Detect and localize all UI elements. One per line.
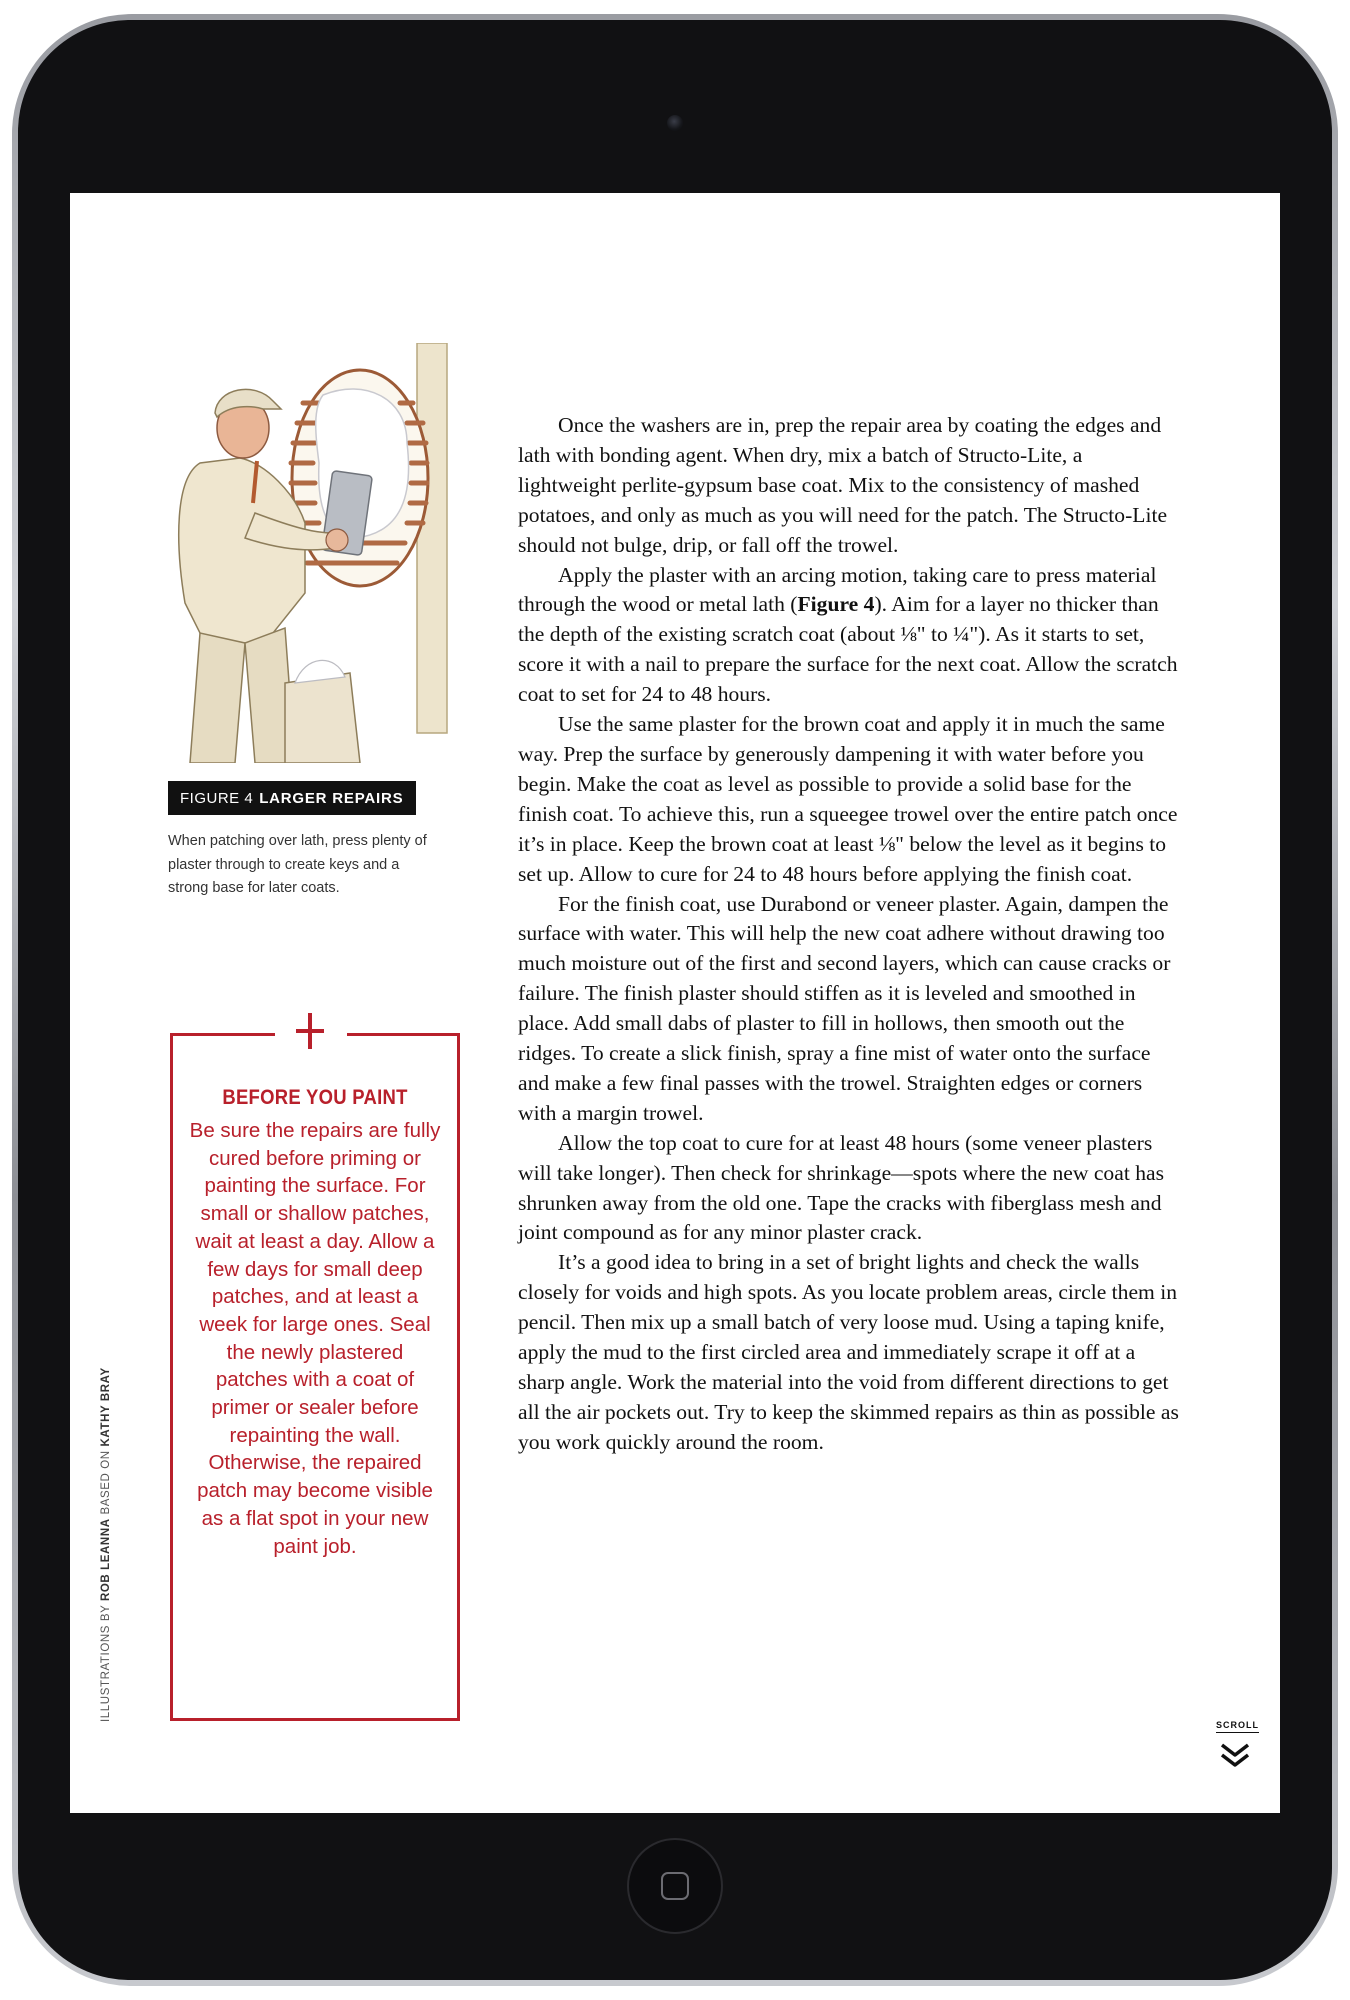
sidebar-title: BEFORE YOU PAINT bbox=[222, 1086, 408, 1109]
credit-prefix: ILLUSTRATIONS BY bbox=[100, 1604, 112, 1722]
credit-illustrator: ROB LEANNA bbox=[100, 1518, 112, 1602]
illustration-credit bbox=[100, 1367, 112, 1722]
paragraph-text: ). Aim for a layer no thicker than the depth of the existing scratch coat (about ⅛" to ¼"). As it starts to set, score it with a nail to prepare the surface for the next coat. Allow the scratch coat to set for 24 to 48 hours. bbox=[518, 592, 1178, 707]
figure-label-prefix: FIGURE 4 bbox=[180, 789, 254, 807]
paragraph: For the finish coat, use Durabond or veneer plaster. Again, dampen the surface with water. This will help the new coat adhere without drawing too much moisture out of the first and second layers, which can cause cracks or failure. The finish plaster should stiffen as it is leveled and smoothed in place. Add small dabs of plaster to fill in hollows, then smooth out the ridges. To create a slick finish, spray a fine mist of water onto the surface and make a few final passes with the trowel. Straighten edges or corners with a margin trowel. bbox=[518, 891, 1171, 1125]
credit-middle: BASED ON bbox=[100, 1450, 112, 1515]
paragraph: Once the washers are in, prep the repair area by coating the edges and lath with bonding agent. When dry, mix a batch of Structo-Lite, a lightweight perlite-gypsum base coat. Mix to the consistency of mashed potatoes, and only as much as you will need for the patch. The Structo-Lite should not bulge, drip, or fall off the trowel. bbox=[518, 413, 1168, 557]
paragraph: It’s a good idea to bring in a set of bright lights and check the walls closely for voids and high spots. As you locate problem areas, circle them in pencil. Then mix up a small batch of very loose mud. Using a taping knife, apply the mud to the first circled area and immediately scrape it off at a sharp angle. Work the material into the void from different directions to get all the air pockets out. Try to keep the skimmed repairs as thin as possible as you work quickly around the room. bbox=[518, 1250, 1179, 1454]
scroll-label[interactable]: SCROLL bbox=[1216, 1720, 1259, 1733]
plus-icon bbox=[296, 1013, 324, 1049]
figure-reference: Figure 4 bbox=[797, 592, 875, 617]
figure-label bbox=[168, 781, 416, 815]
paragraph: Use the same plaster for the brown coat and apply it in much the same way. Prep the surface by generously dampening it with water before you begin. Make the coat as level as possible to provide a solid base for the finish coat. To achieve this, run a squeegee trowel over the entire patch once it’s in place. Keep the brown coat at least ⅛" below the level as it begins to set up. Allow to cure for 24 to 48 hours before applying the finish coat. bbox=[518, 712, 1178, 886]
paragraph: Allow the top coat to cure for at least 48 hours (some veneer plasters will take longer). Then check for shrinkage—spots where the new coat has shrunken away from the old one. Tape the cracks with fiberglass mesh and joint compound as for any minor plaster crack. bbox=[518, 1130, 1164, 1245]
plastering-illustration bbox=[145, 343, 460, 763]
screen[interactable] bbox=[70, 193, 1280, 1813]
sidebar-body: Be sure the repairs are fully cured before priming or painting the surface. For small or shallow patches, wait at least a day. Allow a few days for small deep patches, and at least a week for large ones. Seal the newly plastered patches with a coat of primer or sealer before repainting the wall. Otherwise, the repaired patch may become visible as a flat spot in your new paint job. bbox=[189, 1119, 441, 1558]
home-button[interactable] bbox=[627, 1838, 723, 1934]
home-square-icon bbox=[661, 1872, 689, 1900]
paragraph-text: Apply the plaster with an arcing motion, taking care to press material through the wood or metal lath ( bbox=[518, 562, 1157, 617]
credit-author: KATHY BRAY bbox=[100, 1367, 112, 1447]
article-body bbox=[518, 411, 1183, 1458]
paragraph bbox=[518, 561, 1183, 711]
figure-label-title: LARGER REPAIRS bbox=[259, 789, 404, 807]
double-chevron-down-icon[interactable] bbox=[1218, 1741, 1252, 1771]
figure-caption: When patching over lath, press plenty of plaster through to create keys and a strong base for later coats. bbox=[168, 833, 427, 896]
front-camera bbox=[667, 115, 683, 131]
